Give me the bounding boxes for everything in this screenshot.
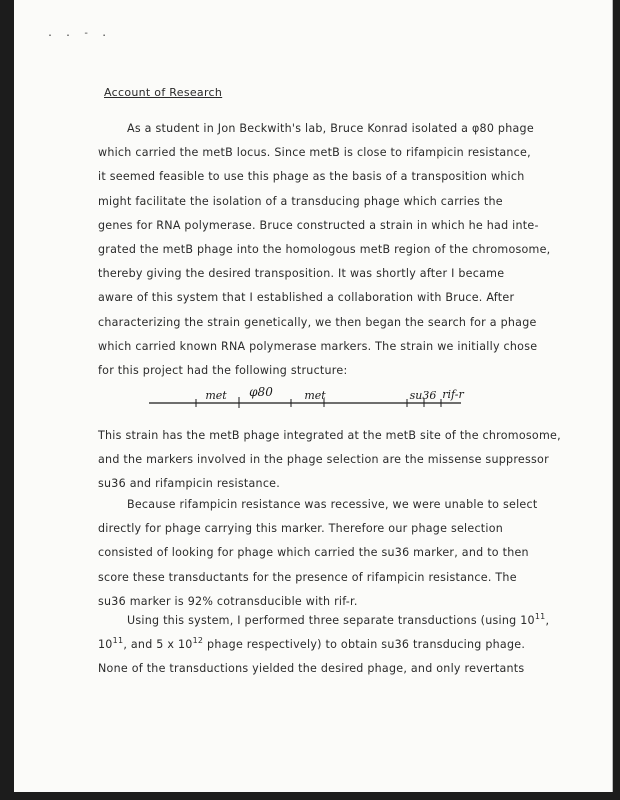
text-line: might facilitate the isolation of a transducing phage which carries the	[98, 194, 503, 208]
text-line: grated the metB phage into the homologous metB region of the chromosome,	[98, 243, 551, 257]
paragraph-4	[98, 609, 549, 682]
text-line: su36 and rifampicin resistance.	[98, 477, 281, 491]
text-line: This strain has the metB phage integrated at the metB site of the chromosome,	[98, 429, 561, 442]
text-line: Using this system, I performed three separate transductions (using $10^{11}$,	[127, 612, 550, 627]
text-line: Because rifampicin resistance was recessive, we were unable to select	[127, 498, 538, 511]
chromosome-diagram	[149, 380, 469, 410]
text-line: consisted of looking for phage which carried the su36 marker, and to then	[98, 546, 529, 560]
paragraph-1	[98, 117, 550, 383]
text-line: for this project had the following structure:	[98, 364, 348, 378]
text-line: it seemed feasible to use this phage as the basis of a transposition which	[98, 170, 525, 184]
text-line: characterizing the strain genetically, we then began the search for a phage	[98, 315, 537, 329]
label-met-right: met	[304, 389, 326, 402]
label-met-left: met	[205, 389, 227, 402]
label-rif-r: rif-r	[442, 388, 464, 401]
label-phi80: φ80	[249, 385, 273, 399]
paragraph-2	[98, 424, 561, 497]
text-line: As a student in Jon Beckwith's lab, Bruce Konrad isolated a φ80 phage	[127, 122, 534, 135]
text-line: $10^{11}$, and 5 x $10^{12}$ phage respectively) to obtain su36 transducing phage.	[98, 636, 526, 652]
text-line: genes for RNA polymerase. Bruce constructed a strain in which he had inte-	[98, 218, 539, 232]
page-title: Account of Research	[104, 86, 223, 99]
text-line: su36 marker is 92% cotransducible with rif-r.	[98, 594, 358, 608]
document-page	[14, 0, 613, 792]
text-line: which carried the metB locus. Since metB is close to rifampicin resistance,	[98, 146, 531, 160]
text-line: thereby giving the desired transposition. It was shortly after I became	[98, 267, 505, 281]
paragraph-3	[98, 493, 537, 614]
text-line: score these transductants for the presence of rifampicin resistance. The	[98, 570, 517, 584]
text-line: directly for phage carrying this marker. Therefore our phage selection	[98, 522, 504, 536]
header-marks: . . - .	[47, 28, 111, 39]
label-su36: su36	[409, 389, 437, 402]
text-line: None of the transductions yielded the desired phage, and only revertants	[98, 662, 525, 676]
text-line: and the markers involved in the phage selection are the missense suppressor	[98, 453, 549, 467]
text-line: which carried known RNA polymerase markers. The strain we initially chose	[98, 339, 538, 353]
text-line: aware of this system that I established a collaboration with Bruce. After	[98, 291, 515, 305]
